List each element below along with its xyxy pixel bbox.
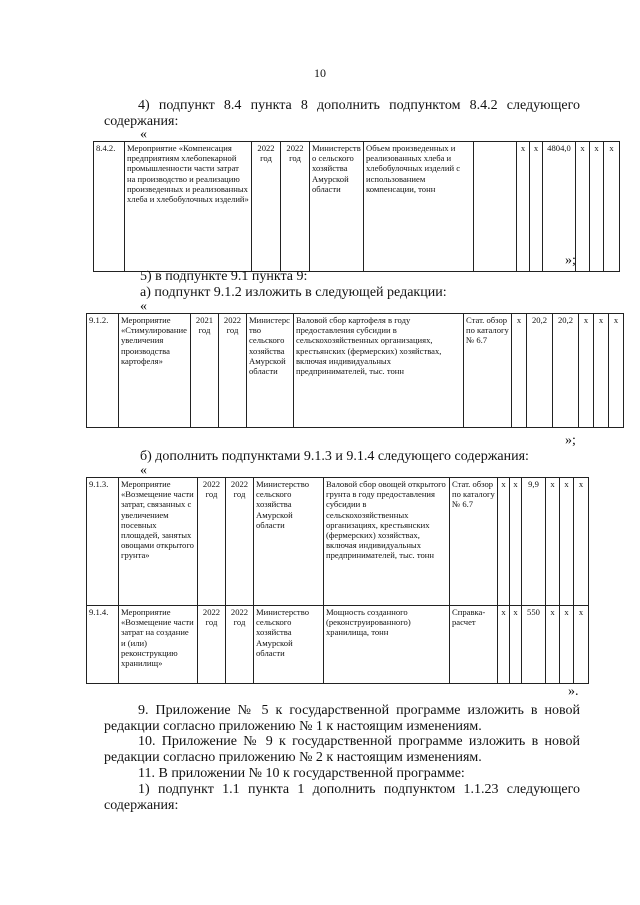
table-912 <box>86 313 624 428</box>
cell-start-year: 2022 год <box>198 478 226 606</box>
cell-value: х <box>574 478 589 606</box>
cell-indicator: Мощность созданного (реконструированного) хранилища, тонн <box>324 606 450 684</box>
paragraph-4-line1: 4) подпункт 8.4 пункта 8 дополнить подпунктом 8.4.2 следующего <box>138 98 580 113</box>
close-quote-3: ». <box>568 684 579 699</box>
close-quote-2: »; <box>565 433 576 448</box>
table-row <box>87 314 624 428</box>
cell-num: 9.1.2. <box>87 314 119 428</box>
cell-value: 20,2 <box>553 314 579 428</box>
paragraph-11-1-line2: содержания: <box>104 798 179 813</box>
cell-value: х <box>579 314 594 428</box>
cell-value: х <box>560 478 574 606</box>
cell-executor: Министерство сельского хозяйства Амурской области <box>254 606 324 684</box>
cell-value: х <box>594 314 609 428</box>
cell-value: х <box>510 606 522 684</box>
paragraph-9-line1: 9. Приложение № 5 к государственной программе изложить в новой <box>138 703 580 718</box>
cell-event: Мероприятие «Возмещение части затрат на создание и (или) реконструкцию хранилищ» <box>119 606 198 684</box>
cell-event: Мероприятие «Возмещение части затрат, связанных с увеличением посевных площадей, занятых овощами открытого грунта» <box>119 478 198 606</box>
cell-value: х <box>546 606 560 684</box>
cell-value: х <box>546 478 560 606</box>
table-row <box>87 606 589 684</box>
cell-indicator: Объем произведенных и реализованных хлеба и хлебобулочных изделий с использованием компенсации, тонн <box>364 142 474 272</box>
page-number: 10 <box>314 66 326 80</box>
cell-value: 9,9 <box>522 478 546 606</box>
cell-source: Стат. обзор по каталогу № 6.7 <box>464 314 512 428</box>
paragraph-5b: б) дополнить подпунктами 9.1.3 и 9.1.4 следующего содержания: <box>140 449 529 464</box>
paragraph-11: 11. В приложении № 10 к государственной программе: <box>138 766 465 781</box>
cell-start-year: 2021 год <box>191 314 219 428</box>
paragraph-5: 5) в подпункте 9.1 пункта 9: <box>140 269 308 284</box>
open-quote-3: « <box>140 463 147 478</box>
paragraph-4-line2: содержания: <box>104 114 179 129</box>
cell-value: х <box>560 606 574 684</box>
cell-value: х <box>609 314 624 428</box>
cell-start-year: 2022 год <box>198 606 226 684</box>
cell-value: х <box>574 606 589 684</box>
cell-value: 20,2 <box>527 314 553 428</box>
cell-executor: Министерство сельского хозяйства Амурской области <box>310 142 364 272</box>
paragraph-5a: а) подпункт 9.1.2 изложить в следующей редакции: <box>140 285 447 300</box>
cell-start-year: 2022 год <box>252 142 281 272</box>
table-row <box>87 478 589 606</box>
table-913-914 <box>86 477 589 684</box>
cell-indicator: Валовой сбор картофеля в году предоставления субсидии в сельскохозяйственных организациях, крестьянских (фермерских) хозяйствах, включая индивидуальных предпринимателей, тыс. тонн <box>294 314 464 428</box>
cell-event: Мероприятие «Стимулирование увеличения производства картофеля» <box>119 314 191 428</box>
cell-value: х <box>510 478 522 606</box>
paragraph-10-line1: 10. Приложение № 9 к государственной программе изложить в новой <box>138 734 580 749</box>
cell-value: х <box>512 314 527 428</box>
cell-value: х <box>576 142 590 272</box>
cell-value: х <box>604 142 620 272</box>
cell-num: 9.1.4. <box>87 606 119 684</box>
cell-indicator: Валовой сбор овощей открытого грунта в году предоставления субсидии в сельскохозяйственных организациях, крестьянских (фермерских) хозяйствах, включая индивидуальных предпринимателей, тыс. тонн <box>324 478 450 606</box>
cell-value: 4804,0 <box>543 142 576 272</box>
open-quote-1: « <box>140 127 147 142</box>
paragraph-9-line2: редакции согласно приложению № 1 к настоящим изменениям. <box>104 719 482 734</box>
cell-source: Справка-расчет <box>450 606 498 684</box>
cell-executor: Министерство сельского хозяйства Амурской области <box>254 478 324 606</box>
cell-value: х <box>498 606 510 684</box>
table-row <box>94 142 620 272</box>
open-quote-2: « <box>140 299 147 314</box>
cell-end-year: 2022 год <box>226 478 254 606</box>
cell-end-year: 2022 год <box>219 314 247 428</box>
cell-value: 550 <box>522 606 546 684</box>
cell-value: х <box>530 142 543 272</box>
cell-value: х <box>590 142 604 272</box>
cell-source <box>474 142 517 272</box>
paragraph-11-1-line1: 1) подпункт 1.1 пункта 1 дополнить подпунктом 1.1.23 следующего <box>138 782 580 797</box>
cell-num: 8.4.2. <box>94 142 125 272</box>
cell-num: 9.1.3. <box>87 478 119 606</box>
table-842 <box>93 141 620 272</box>
cell-source: Стат. обзор по каталогу № 6.7 <box>450 478 498 606</box>
cell-value: х <box>498 478 510 606</box>
cell-end-year: 2022 год <box>281 142 310 272</box>
cell-event: Мероприятие «Компенсация предприятиям хлебопекарной промышленности части затрат на производство и реализацию произведенных и реализованных хлеба и хлебобулочных изделий» <box>125 142 252 272</box>
cell-executor: Министерство сельского хозяйства Амурской области <box>247 314 294 428</box>
paragraph-10-line2: редакции согласно приложению № 2 к настоящим изменениям. <box>104 750 482 765</box>
close-quote-1: »; <box>565 253 576 268</box>
cell-end-year: 2022 год <box>226 606 254 684</box>
cell-value: х <box>517 142 530 272</box>
